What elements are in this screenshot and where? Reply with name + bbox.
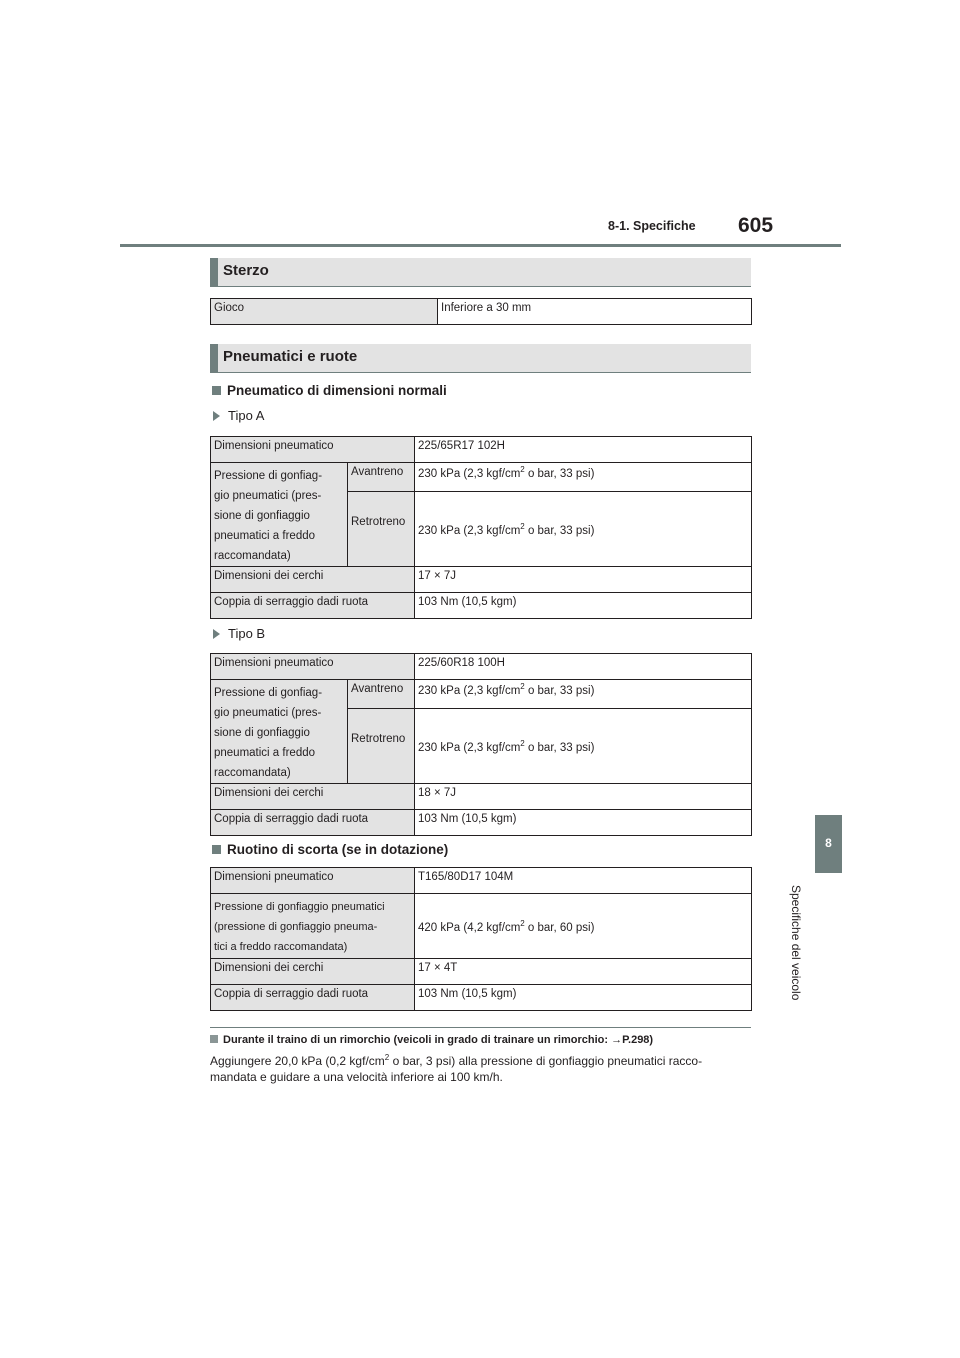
retrotreno-value: 230 kPa (2,3 kgf/$cm^2$ o bar, 33 psi) — [415, 709, 752, 784]
heading-bar — [210, 344, 218, 372]
avantreno-label: Avantreno — [348, 680, 415, 709]
gioco-value: Inferiore a 30 mm — [438, 299, 752, 325]
tipo-a-table — [210, 436, 752, 619]
tipo-a-label — [213, 408, 264, 423]
cerchi-label: Dimensioni dei cerchi — [211, 959, 415, 985]
pressione-label — [211, 680, 348, 784]
avantreno-value: 230 kPa (2,3 kgf/$cm^2$ o bar, 33 psi) — [415, 680, 752, 709]
coppia-value: 103 Nm (10,5 kgm) — [415, 810, 752, 836]
avantreno-label: Avantreno — [348, 463, 415, 492]
pressione-label-line: sione di gonfiaggio — [214, 510, 310, 522]
scorta-table — [210, 867, 752, 1011]
retrotreno-label: Retrotreno — [348, 492, 415, 567]
dimensioni-pneumatico-value: 225/65R17 102H — [415, 437, 752, 463]
triangle-bullet-icon — [213, 411, 220, 421]
cerchi-label: Dimensioni dei cerchi — [211, 784, 415, 810]
pressione-label-line: pneumatici a freddo — [214, 747, 316, 759]
triangle-bullet-icon — [213, 629, 220, 639]
coppia-value: 103 Nm (10,5 kgm) — [415, 985, 752, 1011]
chapter-tab: 8 — [815, 815, 842, 873]
section-heading-sterzo — [210, 258, 751, 287]
square-bullet-icon — [212, 386, 221, 395]
pressione-label — [211, 894, 415, 959]
pressione-label-line: raccomandata) — [214, 550, 291, 562]
dimensioni-pneumatico-label: Dimensioni pneumatico — [211, 868, 415, 894]
cerchi-value: 17 × 4T — [415, 959, 752, 985]
note-heading-text: Durante il traino di un rimorchio (veicoli in grado di trainare un rimorchio: →P.298) — [223, 1034, 654, 1046]
pressione-label-line: sione di gonfiaggio — [214, 727, 310, 739]
pressione-label-line: Pressione di gonfiag- — [214, 687, 323, 699]
pressione-label-line: gio pneumatici (pres- — [214, 490, 322, 502]
dimensioni-pneumatico-label: Dimensioni pneumatico — [211, 437, 415, 463]
dimensioni-pneumatico-label: Dimensioni pneumatico — [211, 654, 415, 680]
note-heading — [210, 1034, 653, 1046]
retrotreno-label: Retrotreno — [348, 709, 415, 784]
pressione-label-line: tici a freddo raccomandata) — [214, 941, 348, 953]
subheading-text: Pneumatico di dimensioni normali — [227, 383, 447, 398]
cerchi-value: 18 × 7J — [415, 784, 752, 810]
pressione-label-line: (pressione di gonfiaggio pneuma- — [214, 921, 378, 933]
subheading-scorta — [212, 842, 448, 857]
note-rule — [210, 1027, 751, 1028]
dimensioni-pneumatico-value: T165/80D17 104M — [415, 868, 752, 894]
gioco-label: Gioco — [211, 299, 438, 325]
tipo-b-label — [213, 626, 265, 641]
tipo-text: Tipo B — [228, 626, 266, 641]
pressione-label-line: gio pneumatici (pres- — [214, 707, 322, 719]
note-body: Aggiungere 20,0 kPa (0,2 kgf/$cm^2$ o bar, 3 psi) alla pressione di gonfiaggio pneumatici racco- mandata e guidare a una velocità inferiore ai 100 km/h. — [210, 1053, 703, 1084]
section-title: 8-1. Specifiche — [608, 219, 696, 233]
pressione-label-line: Pressione di gonfiag- — [214, 470, 323, 482]
avantreno-value: 230 kPa (2,3 kgf/$cm^2$ o bar, 33 psi) — [415, 463, 752, 492]
tipo-b-table — [210, 653, 752, 836]
coppia-label: Coppia di serraggio dadi ruota — [211, 810, 415, 836]
square-bullet-icon — [210, 1035, 218, 1043]
tipo-text: Tipo A — [228, 408, 265, 423]
cerchi-value: 17 × 7J — [415, 567, 752, 593]
section-heading-pneumatici — [210, 344, 751, 373]
coppia-label: Coppia di serraggio dadi ruota — [211, 985, 415, 1011]
dimensioni-pneumatico-value: 225/60R18 100H — [415, 654, 752, 680]
page-number: 605 — [738, 214, 774, 237]
pressione-label — [211, 463, 348, 567]
cerchi-label: Dimensioni dei cerchi — [211, 567, 415, 593]
pressione-value: 420 kPa (4,2 kgf/$cm^2$ o bar, 60 psi) — [415, 894, 752, 959]
header-rule — [120, 244, 841, 247]
heading-text: Pneumatici e ruote — [223, 348, 358, 365]
chapter-label — [785, 885, 807, 1015]
coppia-value: 103 Nm (10,5 kgm) — [415, 593, 752, 619]
subheading-normal — [212, 383, 447, 398]
retrotreno-value: 230 kPa (2,3 kgf/$cm^2$ o bar, 33 psi) — [415, 492, 752, 567]
heading-bar — [210, 258, 218, 286]
square-bullet-icon — [212, 845, 221, 854]
heading-text: Sterzo — [223, 262, 269, 279]
sterzo-table — [210, 298, 752, 325]
chapter-label-text: Specifiche del veicolo — [789, 885, 803, 1001]
coppia-label: Coppia di serraggio dadi ruota — [211, 593, 415, 619]
pressione-label-line: raccomandata) — [214, 767, 291, 779]
pressione-label-line: Pressione di gonfiaggio pneumatici — [214, 901, 385, 913]
subheading-text: Ruotino di scorta (se in dotazione) — [227, 842, 449, 857]
pressione-label-line: pneumatici a freddo — [214, 530, 316, 542]
